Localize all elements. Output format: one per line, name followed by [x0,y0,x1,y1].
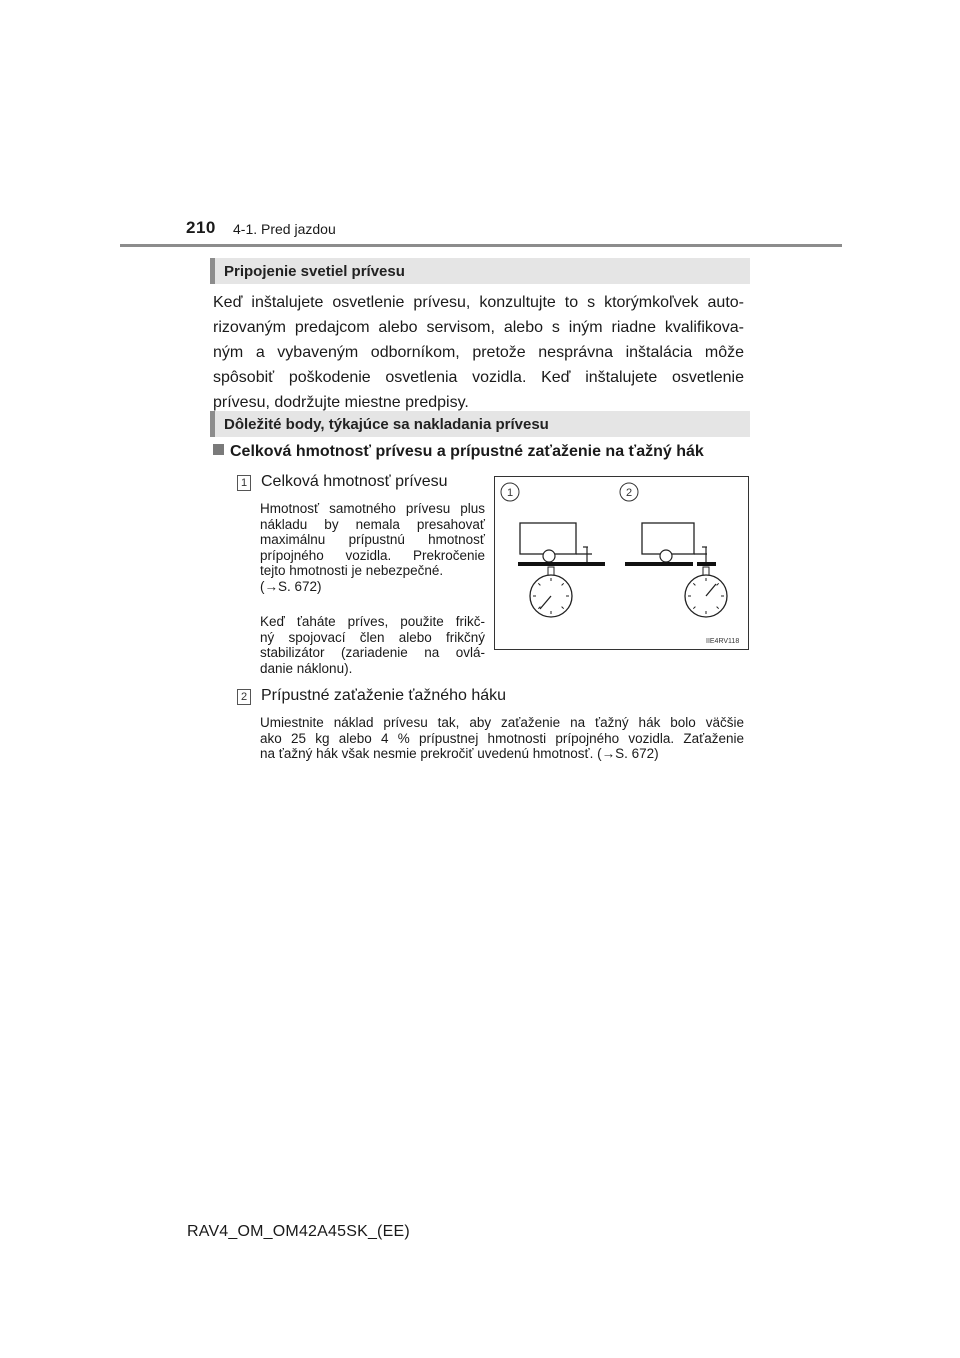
text-line: tejto hmotnosti je nebezpečné. [260,563,444,578]
callout-label-1: 1 [506,487,514,499]
section-title: Dôležité body, týkajúce sa nakladania prívesu [224,415,549,433]
item-label-tongue-weight: Prípustné zaťaženie ťažného háku [261,687,507,704]
text-line: stabilizátor (zariadenie na ovlá- [260,645,485,660]
trailer-on-scale-left [518,523,605,617]
text-line: ný spojovací člen alebo frikčný [260,629,485,645]
subheading [213,443,748,461]
text-line: Keď ťaháte príves, použite frikč- [260,614,485,629]
text-line: nákladu by nemala presahovať [260,516,485,532]
section-heading-trailer-lights [210,258,750,284]
trailer-scale-diagram [495,477,748,649]
text-line: prípojného vozidla. Prekročenie [260,547,485,563]
callout-label-2: 2 [625,487,633,499]
page-reference: (→S. 672) [260,578,322,594]
paragraph-line: prívesu, dodržujte miestne predpisy. [213,394,469,411]
friction-coupling-note [260,614,485,676]
trailer-wheel [660,550,672,562]
trailer-body [642,523,694,554]
section-marker [210,411,215,437]
total-weight-description [260,501,485,594]
figure-code: IIE4RV118 [706,638,740,645]
trailer-body [520,523,576,554]
square-bullet-icon [213,444,224,455]
breadcrumb: 4-1. Pred jazdou [233,221,336,237]
text-line: na ťažný hák však nesmie prekročiť uvedenú hmotnosť. (→S. 672) [260,746,659,761]
text-line: Hmotnosť samotného prívesu plus [260,501,485,516]
document-code: RAV4_OM_OM42A45SK_(EE) [187,1223,410,1240]
text-line: ako 25 kg alebo 4 % prípustnej hmotnosti prípojného vozidla. Zaťaženie [260,730,744,746]
paragraph-line: rizovaným predajcom alebo servisom, alebo s iným riadne kvalifikova- [213,319,744,336]
paragraph-line: Keď inštalujete osvetlenie prívesu, konzultujte to s ktorýmkoľvek auto- [213,294,744,311]
subheading-text: Celková hmotnosť prívesu a prípustné zaťaženie na ťažný hák [230,443,704,460]
tongue-weight-description [260,715,744,762]
text-line: Umiestnite náklad prívesu tak, aby zaťaženie na ťažný hák bolo väčšie [260,715,744,730]
header-divider [120,244,842,247]
item-label-total-weight: Celková hmotnosť prívesu [261,473,448,490]
item-number-1: 1 [237,475,251,491]
section-title: Pripojenie svetiel prívesu [224,262,405,280]
trailer-wheel [543,550,555,562]
paragraph-line: spôsobiť poškodenie osvetlenia vozidla. Keď inštalujete osvetlenie [213,369,744,386]
text-line: danie náklonu). [260,660,353,676]
trailer-tongue-scale-right [625,523,727,617]
section-heading-trailer-loading [210,411,750,437]
paragraph-line: ným a vybaveným odborníkom, pretože nesprávna inštalácia môže [213,344,744,361]
trailer-weight-illustration [494,476,749,650]
item-number-2: 2 [237,689,251,705]
page-number: 210 [186,218,216,237]
section-marker [210,258,215,284]
text-line: maximálnu prípustnú hmotnosť [260,532,485,547]
trailer-lights-paragraph [213,290,744,415]
